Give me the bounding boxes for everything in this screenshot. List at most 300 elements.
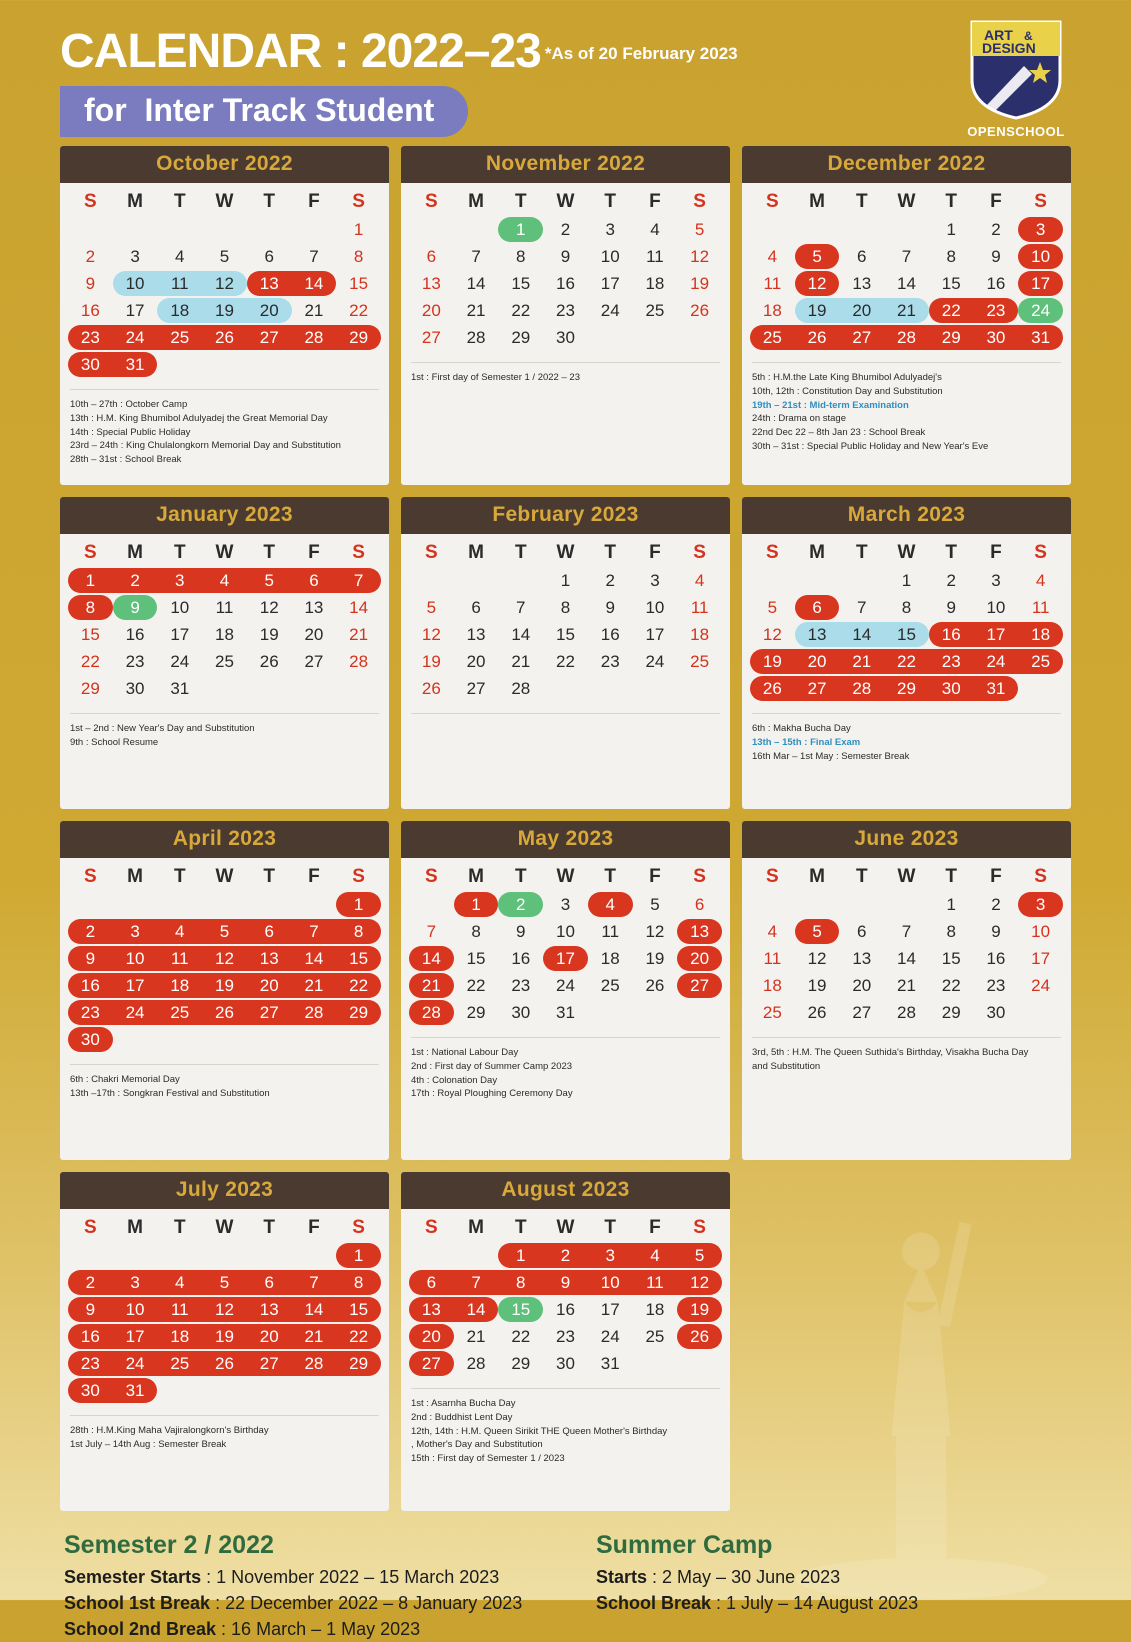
day-cell[interactable]: 26 xyxy=(259,652,279,671)
day-cell[interactable]: 5 xyxy=(219,922,230,941)
day-cell[interactable]: 22 xyxy=(349,976,369,995)
day-cell[interactable]: 1 xyxy=(560,571,571,590)
day-cell[interactable]: 17 xyxy=(125,1327,145,1346)
day-cell[interactable]: 18 xyxy=(762,301,782,320)
day-cell[interactable]: 26 xyxy=(762,679,782,698)
day-cell[interactable]: 6 xyxy=(264,922,274,941)
day-cell[interactable]: 2 xyxy=(130,571,140,590)
day-cell[interactable]: 13 xyxy=(807,625,827,644)
day-cell[interactable]: 9 xyxy=(85,1300,96,1319)
day-cell[interactable]: 12 xyxy=(807,274,827,293)
day-cell[interactable]: 2 xyxy=(991,895,1001,914)
day-cell[interactable]: 4 xyxy=(605,895,615,914)
day-cell[interactable]: 22 xyxy=(349,301,369,320)
day-cell[interactable]: 7 xyxy=(857,598,867,617)
day-cell[interactable]: 19 xyxy=(690,274,710,293)
day-cell[interactable]: 13 xyxy=(259,274,279,293)
day-cell[interactable]: 5 xyxy=(694,1246,705,1265)
day-cell[interactable]: 15 xyxy=(941,274,961,293)
day-cell[interactable]: 3 xyxy=(605,1246,615,1265)
day-cell[interactable]: 12 xyxy=(259,598,279,617)
day-cell[interactable]: 8 xyxy=(471,922,481,941)
day-cell[interactable]: 19 xyxy=(215,301,234,320)
day-cell[interactable]: 23 xyxy=(556,301,575,320)
day-cell[interactable]: 13 xyxy=(852,274,872,293)
day-cell[interactable]: 20 xyxy=(690,949,710,968)
day-cell[interactable]: 6 xyxy=(426,247,437,266)
day-cell[interactable]: 23 xyxy=(80,328,100,347)
day-cell[interactable]: 14 xyxy=(852,625,872,644)
day-cell[interactable]: 24 xyxy=(125,328,145,347)
day-cell[interactable]: 13 xyxy=(304,598,324,617)
day-cell[interactable]: 25 xyxy=(170,328,190,347)
day-cell[interactable]: 22 xyxy=(349,1327,369,1346)
day-cell[interactable]: 24 xyxy=(170,652,190,671)
day-cell[interactable]: 1 xyxy=(901,571,912,590)
day-cell[interactable]: 5 xyxy=(767,598,778,617)
day-cell[interactable]: 10 xyxy=(170,598,190,617)
day-cell[interactable]: 21 xyxy=(304,301,324,320)
day-cell[interactable]: 4 xyxy=(175,1273,185,1292)
day-cell[interactable]: 19 xyxy=(807,301,827,320)
day-cell[interactable]: 2 xyxy=(560,1246,571,1265)
day-cell[interactable]: 7 xyxy=(471,1273,481,1292)
day-cell[interactable]: 21 xyxy=(304,976,324,995)
day-cell[interactable]: 1 xyxy=(516,1246,526,1265)
day-cell[interactable]: 1 xyxy=(85,571,96,590)
day-cell[interactable]: 21 xyxy=(511,652,531,671)
day-cell[interactable]: 22 xyxy=(941,976,961,995)
day-cell[interactable]: 30 xyxy=(511,1003,531,1022)
day-cell[interactable]: 5 xyxy=(264,571,274,590)
day-cell[interactable]: 9 xyxy=(946,598,956,617)
day-cell[interactable]: 20 xyxy=(259,976,279,995)
day-cell[interactable]: 2 xyxy=(85,922,96,941)
day-cell[interactable]: 12 xyxy=(215,1300,234,1319)
day-cell[interactable]: 24 xyxy=(125,1354,145,1373)
day-cell[interactable]: 24 xyxy=(645,652,665,671)
day-cell[interactable]: 28 xyxy=(304,328,324,347)
day-cell[interactable]: 16 xyxy=(986,949,1006,968)
day-cell[interactable]: 27 xyxy=(304,652,324,671)
day-cell[interactable]: 16 xyxy=(600,625,620,644)
day-cell[interactable]: 19 xyxy=(807,976,827,995)
day-cell[interactable]: 11 xyxy=(646,247,664,266)
day-cell[interactable]: 18 xyxy=(170,1327,190,1346)
day-cell[interactable]: 17 xyxy=(1031,274,1051,293)
day-cell[interactable]: 5 xyxy=(219,1273,230,1292)
day-cell[interactable]: 3 xyxy=(991,571,1001,590)
day-cell[interactable]: 26 xyxy=(421,679,441,698)
day-cell[interactable]: 24 xyxy=(986,652,1006,671)
day-cell[interactable]: 1 xyxy=(946,895,956,914)
day-cell[interactable]: 8 xyxy=(946,922,956,941)
day-cell[interactable]: 21 xyxy=(466,301,486,320)
day-cell[interactable]: 23 xyxy=(80,1354,100,1373)
day-cell[interactable]: 22 xyxy=(511,301,531,320)
day-cell[interactable]: 31 xyxy=(1031,328,1051,347)
day-cell[interactable]: 14 xyxy=(897,949,916,968)
day-cell[interactable]: 22 xyxy=(556,652,575,671)
day-cell[interactable]: 7 xyxy=(901,247,912,266)
day-cell[interactable]: 8 xyxy=(901,598,912,617)
day-cell[interactable]: 20 xyxy=(259,301,279,320)
day-cell[interactable]: 11 xyxy=(601,922,620,941)
day-cell[interactable]: 20 xyxy=(807,652,827,671)
day-cell[interactable]: 15 xyxy=(349,274,369,293)
day-cell[interactable]: 26 xyxy=(807,328,827,347)
day-cell[interactable]: 16 xyxy=(941,625,961,644)
day-cell[interactable]: 13 xyxy=(852,949,872,968)
day-cell[interactable]: 21 xyxy=(852,652,872,671)
day-cell[interactable]: 4 xyxy=(767,922,778,941)
day-cell[interactable]: 30 xyxy=(986,328,1006,347)
day-cell[interactable]: 29 xyxy=(897,679,916,698)
day-cell[interactable]: 28 xyxy=(897,1003,916,1022)
day-cell[interactable]: 28 xyxy=(897,328,916,347)
day-cell[interactable]: 12 xyxy=(215,274,234,293)
day-cell[interactable]: 26 xyxy=(215,328,234,347)
day-cell[interactable]: 9 xyxy=(991,922,1001,941)
day-cell[interactable]: 30 xyxy=(986,1003,1006,1022)
day-cell[interactable]: 4 xyxy=(650,1246,660,1265)
day-cell[interactable]: 20 xyxy=(259,1327,279,1346)
day-cell[interactable]: 15 xyxy=(80,625,100,644)
day-cell[interactable]: 26 xyxy=(215,1354,234,1373)
day-cell[interactable]: 6 xyxy=(812,598,822,617)
day-cell[interactable]: 25 xyxy=(645,1327,665,1346)
day-cell[interactable]: 21 xyxy=(897,976,916,995)
day-cell[interactable]: 28 xyxy=(304,1354,324,1373)
day-cell[interactable]: 28 xyxy=(466,1354,486,1373)
day-cell[interactable]: 10 xyxy=(986,598,1006,617)
day-cell[interactable]: 20 xyxy=(421,1327,441,1346)
day-cell[interactable]: 1 xyxy=(946,220,956,239)
day-cell[interactable]: 15 xyxy=(511,1300,531,1319)
day-cell[interactable]: 21 xyxy=(421,976,441,995)
day-cell[interactable]: 17 xyxy=(556,949,575,968)
day-cell[interactable]: 27 xyxy=(421,1354,441,1373)
day-cell[interactable]: 11 xyxy=(763,949,782,968)
day-cell[interactable]: 22 xyxy=(511,1327,531,1346)
day-cell[interactable]: 5 xyxy=(812,247,822,266)
day-cell[interactable]: 14 xyxy=(466,274,486,293)
day-cell[interactable]: 15 xyxy=(349,1300,369,1319)
day-cell[interactable]: 7 xyxy=(309,247,319,266)
day-cell[interactable]: 21 xyxy=(304,1327,324,1346)
day-cell[interactable]: 19 xyxy=(690,1300,710,1319)
day-cell[interactable]: 25 xyxy=(690,652,710,671)
day-cell[interactable]: 1 xyxy=(516,220,526,239)
day-cell[interactable]: 10 xyxy=(600,247,620,266)
day-cell[interactable]: 13 xyxy=(259,949,279,968)
day-cell[interactable]: 12 xyxy=(807,949,827,968)
day-cell[interactable]: 16 xyxy=(556,274,575,293)
day-cell[interactable]: 31 xyxy=(125,1381,145,1400)
day-cell[interactable]: 9 xyxy=(605,598,615,617)
day-cell[interactable]: 29 xyxy=(349,1354,369,1373)
day-cell[interactable]: 16 xyxy=(80,976,100,995)
day-cell[interactable]: 10 xyxy=(600,1273,620,1292)
day-cell[interactable]: 21 xyxy=(466,1327,486,1346)
day-cell[interactable]: 28 xyxy=(421,1003,441,1022)
day-cell[interactable]: 27 xyxy=(807,679,827,698)
day-cell[interactable]: 19 xyxy=(762,652,782,671)
day-cell[interactable]: 17 xyxy=(125,976,145,995)
day-cell[interactable]: 23 xyxy=(986,976,1006,995)
day-cell[interactable]: 9 xyxy=(560,1273,571,1292)
day-cell[interactable]: 18 xyxy=(600,949,620,968)
day-cell[interactable]: 7 xyxy=(353,571,364,590)
day-cell[interactable]: 29 xyxy=(511,1354,531,1373)
day-cell[interactable]: 26 xyxy=(807,1003,827,1022)
day-cell[interactable]: 14 xyxy=(304,274,324,293)
day-cell[interactable]: 23 xyxy=(941,652,961,671)
day-cell[interactable]: 26 xyxy=(645,976,665,995)
day-cell[interactable]: 27 xyxy=(852,328,872,347)
day-cell[interactable]: 21 xyxy=(897,301,916,320)
day-cell[interactable]: 22 xyxy=(941,301,961,320)
day-cell[interactable]: 16 xyxy=(986,274,1006,293)
day-cell[interactable]: 13 xyxy=(466,625,486,644)
day-cell[interactable]: 25 xyxy=(215,652,234,671)
day-cell[interactable]: 17 xyxy=(645,625,665,644)
day-cell[interactable]: 18 xyxy=(170,976,190,995)
day-cell[interactable]: 24 xyxy=(1031,976,1051,995)
day-cell[interactable]: 26 xyxy=(690,301,710,320)
day-cell[interactable]: 23 xyxy=(986,301,1006,320)
day-cell[interactable]: 2 xyxy=(516,895,526,914)
day-cell[interactable]: 31 xyxy=(556,1003,575,1022)
day-cell[interactable]: 28 xyxy=(511,679,531,698)
day-cell[interactable]: 20 xyxy=(852,976,872,995)
day-cell[interactable]: 1 xyxy=(353,220,364,239)
day-cell[interactable]: 21 xyxy=(349,625,369,644)
day-cell[interactable]: 3 xyxy=(130,247,140,266)
day-cell[interactable]: 4 xyxy=(175,922,185,941)
day-cell[interactable]: 13 xyxy=(421,274,441,293)
day-cell[interactable]: 3 xyxy=(130,1273,140,1292)
day-cell[interactable]: 12 xyxy=(421,625,441,644)
day-cell[interactable]: 27 xyxy=(690,976,710,995)
day-cell[interactable]: 13 xyxy=(690,922,710,941)
day-cell[interactable]: 9 xyxy=(991,247,1001,266)
day-cell[interactable]: 15 xyxy=(511,274,531,293)
day-cell[interactable]: 10 xyxy=(1031,922,1051,941)
day-cell[interactable]: 30 xyxy=(556,328,575,347)
day-cell[interactable]: 27 xyxy=(421,328,441,347)
day-cell[interactable]: 6 xyxy=(857,922,867,941)
day-cell[interactable]: 4 xyxy=(175,247,185,266)
day-cell[interactable]: 29 xyxy=(941,1003,961,1022)
day-cell[interactable]: 22 xyxy=(897,652,916,671)
day-cell[interactable]: 11 xyxy=(763,274,782,293)
day-cell[interactable]: 16 xyxy=(80,1327,100,1346)
day-cell[interactable]: 10 xyxy=(645,598,665,617)
day-cell[interactable]: 25 xyxy=(170,1354,190,1373)
day-cell[interactable]: 23 xyxy=(600,652,620,671)
day-cell[interactable]: 2 xyxy=(946,571,956,590)
day-cell[interactable]: 17 xyxy=(600,274,620,293)
day-cell[interactable]: 18 xyxy=(215,625,234,644)
day-cell[interactable]: 29 xyxy=(941,328,961,347)
day-cell[interactable]: 14 xyxy=(304,1300,324,1319)
day-cell[interactable]: 6 xyxy=(264,1273,274,1292)
day-cell[interactable]: 28 xyxy=(304,1003,324,1022)
day-cell[interactable]: 25 xyxy=(600,976,620,995)
day-cell[interactable]: 27 xyxy=(259,328,279,347)
day-cell[interactable]: 3 xyxy=(1035,895,1046,914)
day-cell[interactable]: 30 xyxy=(941,679,961,698)
day-cell[interactable]: 10 xyxy=(556,922,575,941)
day-cell[interactable]: 12 xyxy=(215,949,234,968)
day-cell[interactable]: 6 xyxy=(471,598,481,617)
day-cell[interactable]: 15 xyxy=(466,949,486,968)
day-cell[interactable]: 10 xyxy=(125,274,145,293)
day-cell[interactable]: 11 xyxy=(690,598,709,617)
day-cell[interactable]: 11 xyxy=(170,1300,189,1319)
day-cell[interactable]: 6 xyxy=(857,247,867,266)
day-cell[interactable]: 5 xyxy=(812,922,822,941)
day-cell[interactable]: 15 xyxy=(897,625,916,644)
day-cell[interactable]: 14 xyxy=(421,949,441,968)
day-cell[interactable]: 23 xyxy=(125,652,145,671)
day-cell[interactable]: 30 xyxy=(556,1354,575,1373)
day-cell[interactable]: 31 xyxy=(125,355,145,374)
day-cell[interactable]: 29 xyxy=(511,328,531,347)
day-cell[interactable]: 15 xyxy=(349,949,369,968)
day-cell[interactable]: 24 xyxy=(600,301,620,320)
day-cell[interactable]: 8 xyxy=(353,1273,364,1292)
day-cell[interactable]: 23 xyxy=(556,1327,575,1346)
day-cell[interactable]: 17 xyxy=(986,625,1006,644)
day-cell[interactable]: 28 xyxy=(349,652,369,671)
day-cell[interactable]: 8 xyxy=(353,247,364,266)
day-cell[interactable]: 1 xyxy=(471,895,481,914)
day-cell[interactable]: 2 xyxy=(991,220,1001,239)
day-cell[interactable]: 18 xyxy=(762,976,782,995)
day-cell[interactable]: 11 xyxy=(215,598,234,617)
day-cell[interactable]: 30 xyxy=(80,1030,100,1049)
day-cell[interactable]: 2 xyxy=(560,220,571,239)
day-cell[interactable]: 29 xyxy=(349,328,369,347)
day-cell[interactable]: 24 xyxy=(556,976,575,995)
day-cell[interactable]: 14 xyxy=(349,598,369,617)
day-cell[interactable]: 25 xyxy=(1031,652,1051,671)
day-cell[interactable]: 18 xyxy=(1031,625,1051,644)
day-cell[interactable]: 7 xyxy=(901,922,912,941)
day-cell[interactable]: 16 xyxy=(125,625,145,644)
day-cell[interactable]: 3 xyxy=(605,220,615,239)
day-cell[interactable]: 28 xyxy=(852,679,872,698)
day-cell[interactable]: 16 xyxy=(511,949,531,968)
day-cell[interactable]: 25 xyxy=(170,1003,190,1022)
day-cell[interactable]: 18 xyxy=(170,301,190,320)
day-cell[interactable]: 11 xyxy=(1031,598,1050,617)
day-cell[interactable]: 4 xyxy=(1035,571,1046,590)
day-cell[interactable]: 6 xyxy=(309,571,319,590)
day-cell[interactable]: 13 xyxy=(259,1300,279,1319)
day-cell[interactable]: 25 xyxy=(762,1003,782,1022)
day-cell[interactable]: 8 xyxy=(353,922,364,941)
day-cell[interactable]: 12 xyxy=(762,625,782,644)
day-cell[interactable]: 22 xyxy=(466,976,486,995)
day-cell[interactable]: 10 xyxy=(125,1300,145,1319)
day-cell[interactable]: 27 xyxy=(852,1003,872,1022)
day-cell[interactable]: 17 xyxy=(1031,949,1051,968)
day-cell[interactable]: 4 xyxy=(650,220,660,239)
day-cell[interactable]: 3 xyxy=(1035,220,1046,239)
day-cell[interactable]: 5 xyxy=(694,220,705,239)
day-cell[interactable]: 8 xyxy=(560,598,571,617)
day-cell[interactable]: 5 xyxy=(426,598,437,617)
day-cell[interactable]: 4 xyxy=(219,571,230,590)
day-cell[interactable]: 3 xyxy=(130,922,140,941)
day-cell[interactable]: 9 xyxy=(85,274,96,293)
day-cell[interactable]: 29 xyxy=(349,1003,369,1022)
day-cell[interactable]: 31 xyxy=(986,679,1006,698)
day-cell[interactable]: 17 xyxy=(600,1300,620,1319)
day-cell[interactable]: 10 xyxy=(125,949,145,968)
day-cell[interactable]: 18 xyxy=(645,274,665,293)
day-cell[interactable]: 27 xyxy=(466,679,486,698)
day-cell[interactable]: 27 xyxy=(259,1354,279,1373)
day-cell[interactable]: 19 xyxy=(215,1327,234,1346)
day-cell[interactable]: 29 xyxy=(80,679,100,698)
day-cell[interactable]: 23 xyxy=(511,976,531,995)
day-cell[interactable]: 5 xyxy=(650,895,660,914)
day-cell[interactable]: 10 xyxy=(1031,247,1051,266)
day-cell[interactable]: 27 xyxy=(259,1003,279,1022)
day-cell[interactable]: 11 xyxy=(170,274,189,293)
day-cell[interactable]: 2 xyxy=(605,571,615,590)
day-cell[interactable]: 16 xyxy=(80,301,100,320)
day-cell[interactable]: 18 xyxy=(645,1300,665,1319)
day-cell[interactable]: 1 xyxy=(353,1246,364,1265)
day-cell[interactable]: 9 xyxy=(85,949,96,968)
day-cell[interactable]: 2 xyxy=(85,247,96,266)
day-cell[interactable]: 8 xyxy=(516,247,526,266)
day-cell[interactable]: 8 xyxy=(516,1273,526,1292)
day-cell[interactable]: 4 xyxy=(767,247,778,266)
day-cell[interactable]: 23 xyxy=(80,1003,100,1022)
day-cell[interactable]: 9 xyxy=(130,598,140,617)
day-cell[interactable]: 18 xyxy=(690,625,710,644)
day-cell[interactable]: 3 xyxy=(175,571,185,590)
day-cell[interactable]: 19 xyxy=(645,949,665,968)
day-cell[interactable]: 5 xyxy=(219,247,230,266)
day-cell[interactable]: 20 xyxy=(304,625,324,644)
day-cell[interactable]: 12 xyxy=(645,922,665,941)
day-cell[interactable]: 12 xyxy=(690,1273,710,1292)
day-cell[interactable]: 24 xyxy=(125,1003,145,1022)
day-cell[interactable]: 14 xyxy=(511,625,531,644)
day-cell[interactable]: 28 xyxy=(466,328,486,347)
day-cell[interactable]: 8 xyxy=(946,247,956,266)
day-cell[interactable]: 31 xyxy=(170,679,190,698)
day-cell[interactable]: 19 xyxy=(421,652,441,671)
day-cell[interactable]: 31 xyxy=(600,1354,620,1373)
day-cell[interactable]: 16 xyxy=(556,1300,575,1319)
day-cell[interactable]: 25 xyxy=(645,301,665,320)
day-cell[interactable]: 26 xyxy=(690,1327,710,1346)
day-cell[interactable]: 14 xyxy=(304,949,324,968)
day-cell[interactable]: 2 xyxy=(85,1273,96,1292)
day-cell[interactable]: 30 xyxy=(125,679,145,698)
day-cell[interactable]: 22 xyxy=(80,652,100,671)
day-cell[interactable]: 25 xyxy=(762,328,782,347)
day-cell[interactable]: 30 xyxy=(80,1381,100,1400)
